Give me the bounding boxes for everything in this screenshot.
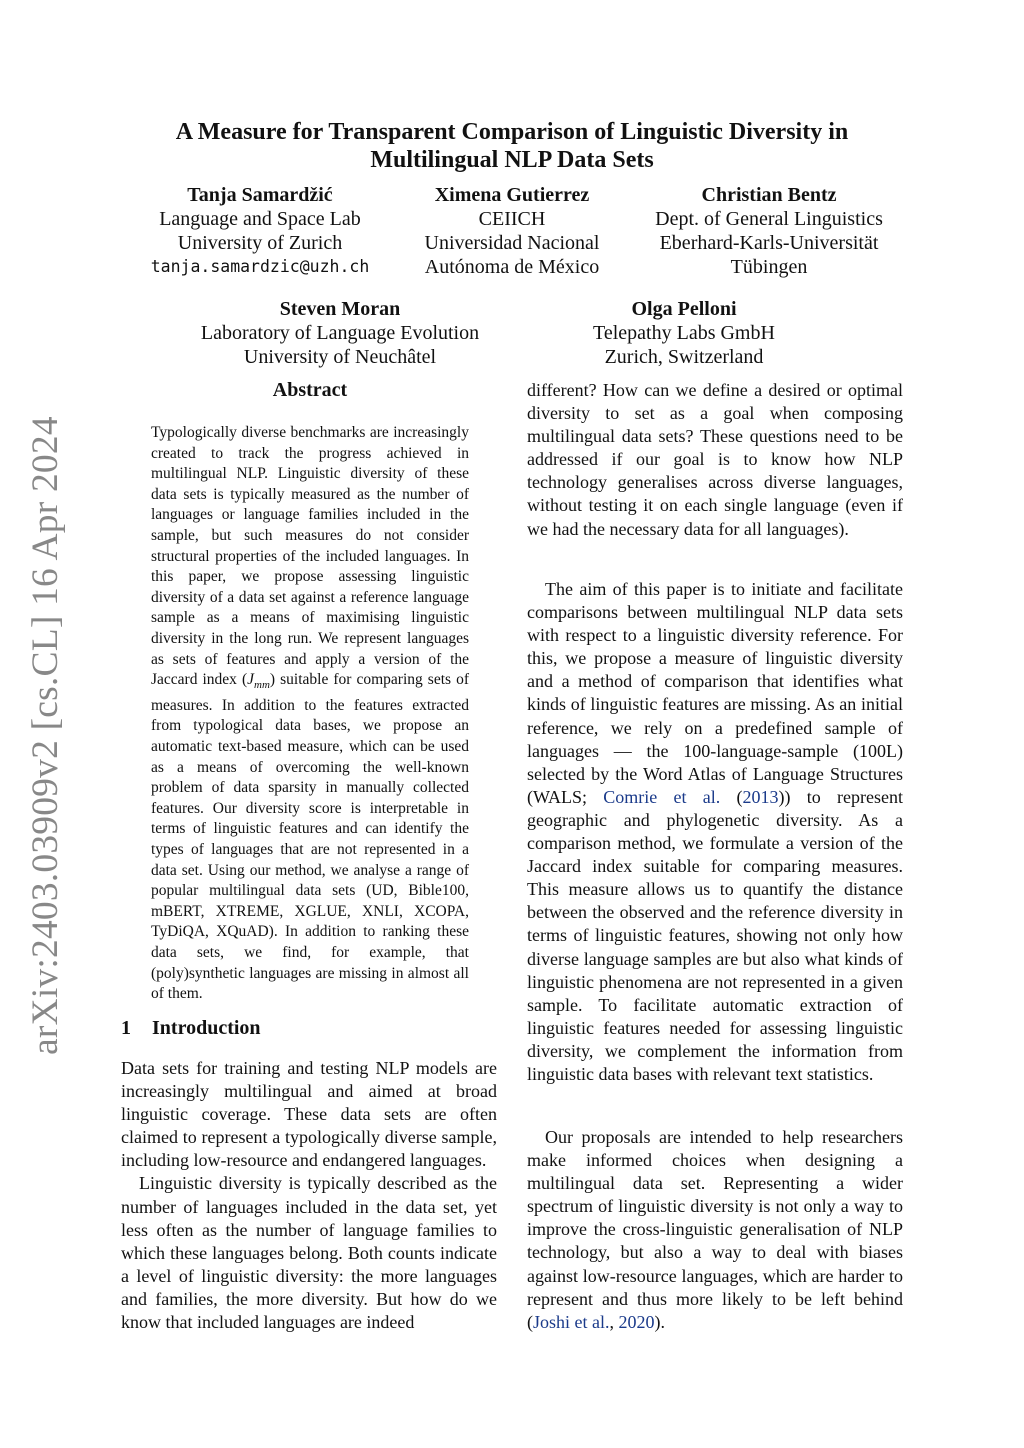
author-affiliation: Telepathy Labs GmbH (593, 322, 775, 344)
abstract-body (151, 423, 469, 1005)
author-affiliation: Eberhard-Karls-Universität (659, 232, 879, 254)
paragraph: Data sets for training and testing NLP models are increasingly multilingual and aimed at broad linguistic coverage. These data sets are often claimed to represent a typologically diverse sample, including low-resource and endangered languages. (121, 1058, 497, 1171)
citation-year-link[interactable]: 2013 (742, 786, 779, 807)
section-heading (121, 1016, 261, 1040)
author-block-3 (638, 183, 900, 279)
paragraph (527, 1126, 903, 1334)
author-block-1 (140, 183, 380, 279)
text: , (609, 1311, 619, 1332)
author-affiliation: University of Neuchâtel (243, 346, 437, 368)
section-title: Introduction (152, 1017, 261, 1039)
abstract-heading: Abstract (272, 379, 348, 401)
author-name: Ximena Gutierrez (434, 184, 590, 206)
text: ). (654, 1311, 665, 1332)
author-affiliation: Laboratory of Language Evolution (200, 322, 480, 344)
right-column-para-0 (527, 379, 903, 541)
author-affiliation: Tübingen (730, 256, 808, 278)
citation-year-link[interactable]: 2020 (618, 1311, 655, 1332)
text: Our proposals are intended to help researchers make informed choices when designing a multilingual data set. Representing a wider spectrum of linguistic diversity is not only a way to improve the cross-linguistic generalisation of NLP technology, but also a way to deal with biases against low-resource languages, which are harder to represent and thus more likely to be left behind ( (527, 1127, 903, 1332)
author-affiliation: CEIICH (478, 208, 546, 230)
title-line-1: A Measure for Transparent Comparison of Linguistic Diversity in (175, 119, 849, 145)
author-email[interactable]: tanja.samardzic@uzh.ch (150, 257, 370, 276)
intro-left-column (121, 1057, 497, 1334)
author-block-5 (544, 297, 824, 369)
right-column-para-2 (527, 1126, 903, 1334)
author-affiliation: Dept. of General Linguistics (655, 208, 883, 230)
author-name: Tanja Samardžić (187, 184, 333, 206)
text: ( (720, 786, 743, 807)
author-affiliation: Zurich, Switzerland (604, 346, 764, 368)
author-name: Christian Bentz (701, 184, 837, 206)
text: The aim of this paper is to initiate and facilitate comparisons between multilingual NLP data sets with respect to a linguistic diversity reference. For this, we propose a measure of linguistic diversity and a method of comparison that identifies what kinds of linguistic features are missing. As an initial reference, we rely on a predefined sample of languages — the 100-language-sample (100L) selected by the Word Atlas of Language Structures (WALS; (527, 579, 903, 807)
paper-title (120, 118, 904, 174)
abstract-text: ) suitable for comparing sets of measures. In addition to the features extracted from typological data bases, we propose an automatic text-based measure, which can be used as a means of overcoming the well-known problem of data sparsity in manually collected features. Our diversity score is interpretable in terms of linguistic features and can identify the types of languages that are not represented in a data set. Using our method, we analyse a range of popular multilingual data sets (UD, Bible100, mBERT, XTREME, XGLUE, XNLI, XCOPA, TyDiQA, XQuAD). In addition to ranking these data sets, we find, for example, that (poly)synthetic languages are missing in almost all of them. (151, 671, 470, 1003)
author-affiliation: University of Zurich (177, 232, 343, 254)
citation-link[interactable]: Joshi et al. (533, 1311, 610, 1332)
author-affiliation: Autónoma de México (424, 256, 600, 278)
paragraph: Linguistic diversity is typically described as the number of languages included in the data set, yet less often as the number of language families to which these languages belong. Both counts indicate a level of linguistic diversity: the more languages and families, the more diversity. But how do we know that included languages are indeed (121, 1173, 497, 1333)
author-block-4 (180, 297, 500, 369)
right-column-para-1 (527, 578, 903, 1086)
citation-link[interactable]: Comrie et al. (603, 786, 721, 807)
paragraph (527, 578, 903, 1086)
author-affiliation: Language and Space Lab (159, 208, 361, 230)
abstract-text: Typologically diverse benchmarks are increasingly created to track the progress achieved in multilingual NLP. Linguistic diversity of these data sets is typically measured as the number of languages or language families included in the sample, but such measures do not consider structural properties of the included languages. In this paper, we propose assessing linguistic diversity of a data set against a reference language sample as a means of maximising linguistic diversity in the long run. We represent languages as sets of features and apply a version of the Jaccard index ( (151, 424, 469, 689)
jaccard-symbol: J (247, 671, 255, 689)
arxiv-identifier: arXiv:2403.03909v2 [cs.CL] 16 Apr 2024 (25, 416, 66, 1055)
author-affiliation: Universidad Nacional (424, 232, 600, 254)
title-line-2: Multilingual NLP Data Sets (370, 147, 654, 173)
text: )) to represent geographic and phylogenetic diversity. As a comparison method, we formulate a version of the Jaccard index suitable for comparing measures. This measure allows us to quantify the distance between the observed and the reference diversity in terms of linguistic features, showing not only how diverse language samples are but also what kinds of linguistic phenomena are not represented in a given sample. To facilitate automatic extraction of linguistic features needed for assessing linguistic diversity, we complement the information from linguistic data bases with relevant text statistics. (527, 786, 904, 1084)
section-number: 1 (121, 1017, 131, 1039)
paragraph: different? How can we define a desired or optimal diversity to set as a goal when composing multilingual data sets? These questions need to be addressed if our goal is to know how NLP technology generalises across diverse languages, without testing it on each single language (even if we had the necessary data for all languages). (527, 380, 903, 539)
author-name: Olga Pelloni (631, 298, 737, 320)
jaccard-subscript: mm (254, 679, 270, 692)
author-name: Steven Moran (279, 298, 401, 320)
author-block-2 (402, 183, 622, 279)
